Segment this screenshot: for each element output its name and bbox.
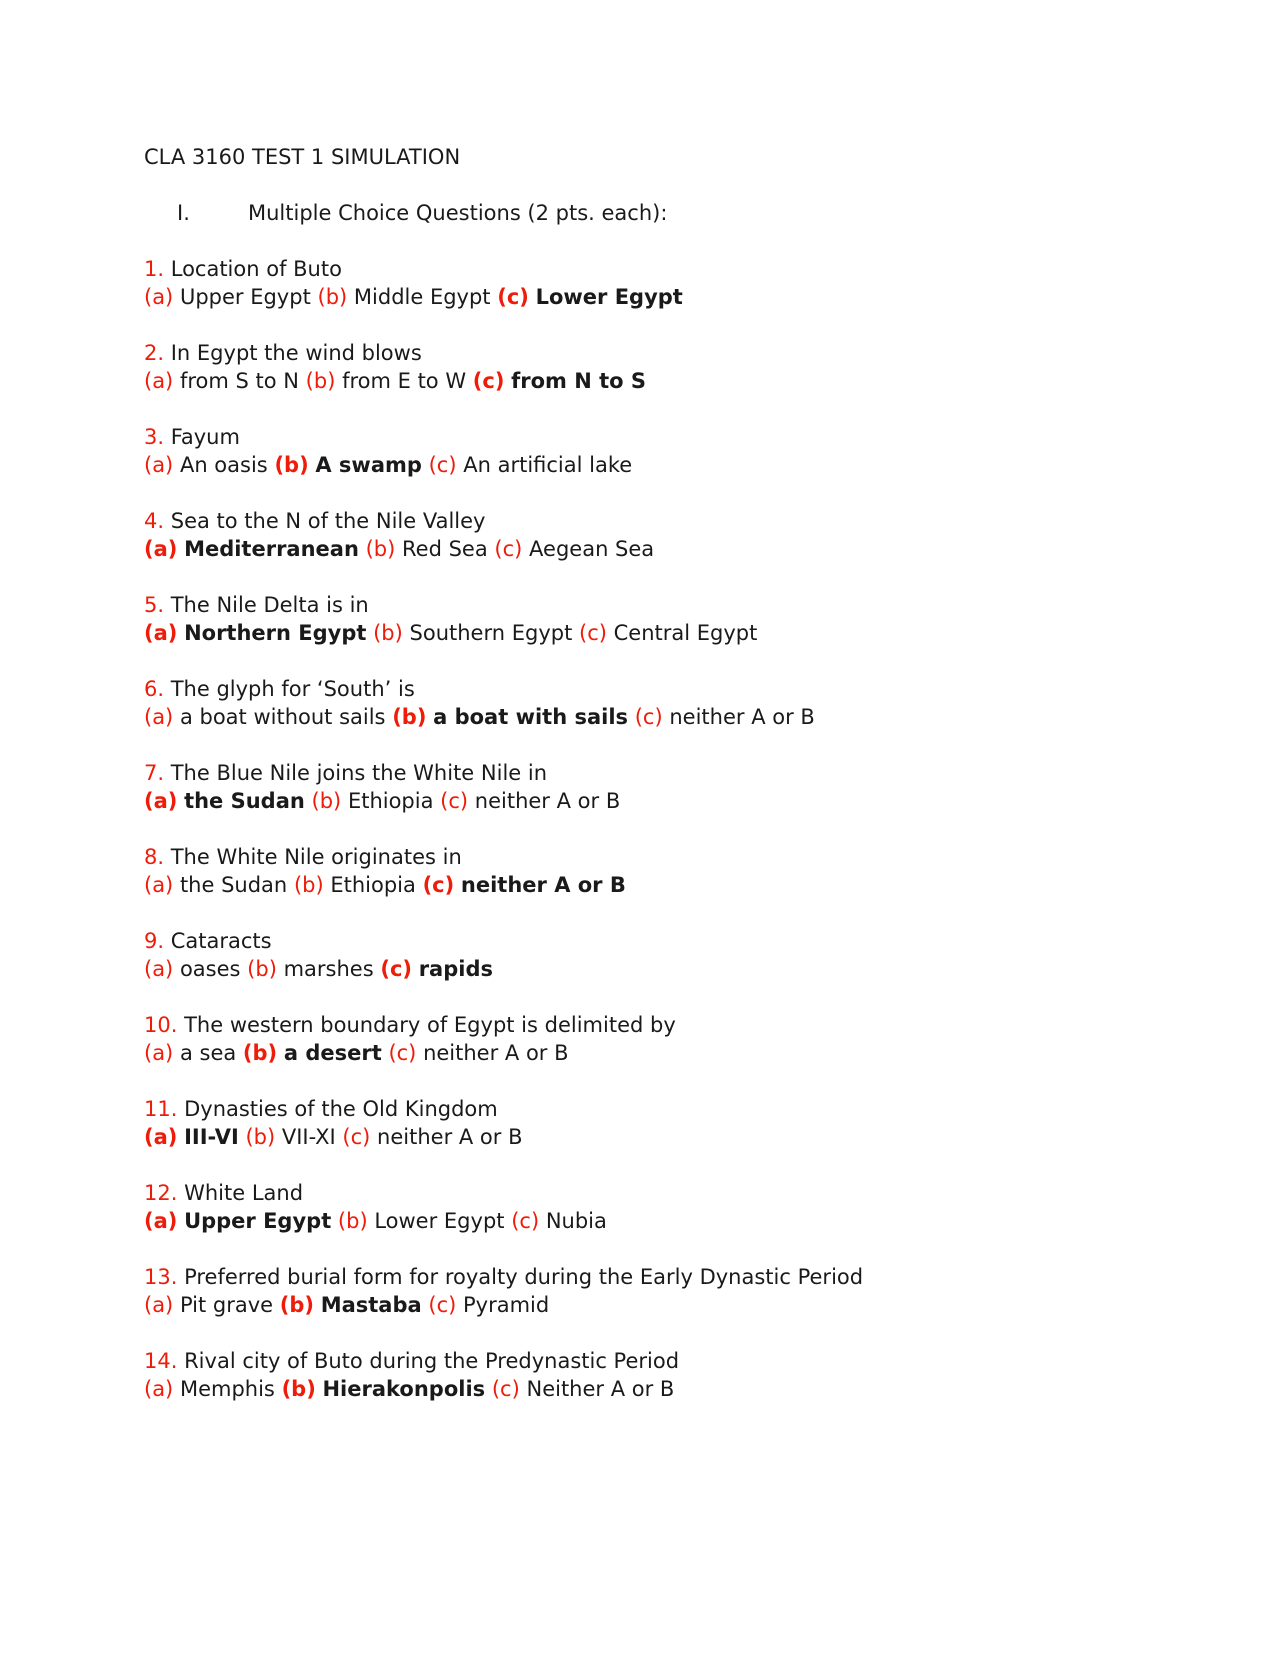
option-text: Middle Egypt [353,285,491,309]
option-text: Pyramid [463,1293,550,1317]
option-marker: (b) [392,705,427,729]
option-marker: (b) [373,621,403,645]
question-text: Rival city of Buto during the Predynastic Period [184,1349,680,1373]
question-number: 12. [144,1181,178,1205]
option-marker: (a) [144,537,178,561]
option-marker: (b) [242,1041,278,1065]
option-marker: (b) [317,285,348,309]
section-heading: Multiple Choice Questions (2 pts. each): [248,201,668,225]
question-text: Cataracts [170,929,272,953]
option-marker: (a) [144,1209,178,1233]
question-line [144,843,1160,871]
option-marker: (a) [144,873,174,897]
question-number: 5. [144,593,165,617]
option-text: III-VI [184,1125,239,1149]
option-text: Red Sea [402,537,488,561]
question-number: 1. [144,257,165,281]
option-text: Hierakonpolis [322,1377,486,1401]
question-line [144,1263,1160,1291]
question-number: 2. [144,341,165,365]
options-line [144,367,1160,395]
question-text: The Nile Delta is in [170,593,369,617]
option-marker: (b) [245,1125,276,1149]
option-text: Memphis [179,1377,275,1401]
option-marker: (c) [497,285,529,309]
option-marker: (c) [579,621,607,645]
question-text: Fayum [170,425,240,449]
question-line [144,1095,1160,1123]
question-text: Dynasties of the Old Kingdom [184,1097,498,1121]
option-marker: (b) [337,1209,368,1233]
question-block [144,759,1160,815]
option-text: Neither A or B [526,1377,675,1401]
option-text: Northern Egypt [184,621,367,645]
question-text: The White Nile originates in [170,845,462,869]
question-number: 8. [144,845,165,869]
option-text: Ethiopia [330,873,416,897]
option-text: Mediterranean [184,537,359,561]
question-text: White Land [184,1181,304,1205]
option-text: a sea [179,1041,237,1065]
option-marker: (c) [494,537,523,561]
question-block [144,591,1160,647]
question-text: Preferred burial form for royalty during the Early Dynastic Period [184,1265,864,1289]
question-line [144,591,1160,619]
option-text: from N to S [511,369,647,393]
options-line [144,1123,1160,1151]
options-line [144,619,1160,647]
question-number: 11. [144,1097,178,1121]
question-number: 4. [144,509,165,533]
option-marker: (c) [472,369,505,393]
option-text: neither A or B [460,873,626,897]
option-text: the Sudan [179,873,288,897]
question-block [144,339,1160,395]
question-number: 13. [144,1265,178,1289]
option-marker: (c) [491,1377,520,1401]
option-marker: (a) [144,1041,174,1065]
option-text: neither A or B [377,1125,523,1149]
option-marker: (c) [440,789,469,813]
question-text: Location of Buto [170,257,342,281]
options-line [144,871,1160,899]
document-title: CLA 3160 TEST 1 SIMULATION [144,145,461,169]
option-text: from E to W [342,369,467,393]
question-block [144,1095,1160,1151]
question-line [144,507,1160,535]
option-text: a desert [283,1041,382,1065]
option-text: Pit grave [179,1293,274,1317]
option-text: Lower Egypt [374,1209,505,1233]
option-marker: (b) [305,369,336,393]
option-text: rapids [418,957,493,981]
question-block [144,423,1160,479]
question-block [144,1011,1160,1067]
option-text: VII-XI [281,1125,336,1149]
options-line [144,955,1160,983]
question-block [144,843,1160,899]
question-line [144,927,1160,955]
option-marker: (b) [281,1377,316,1401]
option-marker: (a) [144,789,178,813]
question-line [144,759,1160,787]
option-text: Nubia [545,1209,607,1233]
option-marker: (c) [634,705,663,729]
options-line [144,1207,1160,1235]
option-marker: (c) [428,1293,457,1317]
option-marker: (a) [144,369,174,393]
question-line [144,1347,1160,1375]
question-line [144,1011,1160,1039]
options-line [144,1375,1160,1403]
question-list [144,255,1160,1403]
option-marker: (a) [144,453,174,477]
question-text: Sea to the N of the Nile Valley [170,509,486,533]
question-block [144,1179,1160,1235]
option-marker: (b) [365,537,396,561]
question-line [144,339,1160,367]
options-line [144,703,1160,731]
option-marker: (a) [144,285,174,309]
option-text: Central Egypt [613,621,758,645]
section-numeral: I. [177,201,190,225]
options-line [144,1039,1160,1067]
option-marker: (b) [279,1293,315,1317]
option-text: neither A or B [423,1041,569,1065]
question-block [144,1263,1160,1319]
question-number: 9. [144,929,165,953]
question-text: The glyph for ‘South’ is [170,677,415,701]
question-block [144,255,1160,311]
option-text: Lower Egypt [535,285,683,309]
option-text: Mastaba [320,1293,422,1317]
option-marker: (a) [144,705,174,729]
option-text: oases [179,957,241,981]
option-marker: (c) [428,453,457,477]
question-line [144,675,1160,703]
question-number: 10. [144,1013,178,1037]
options-line [144,535,1160,563]
section-heading-line [144,199,1160,227]
option-text: An artificial lake [463,453,633,477]
option-text: Upper Egypt [179,285,311,309]
question-text: The western boundary of Egypt is delimited by [184,1013,676,1037]
options-line [144,451,1160,479]
option-marker: (b) [247,957,277,981]
option-marker: (c) [422,873,455,897]
question-line [144,423,1160,451]
option-text: marshes [283,957,374,981]
question-line [144,1179,1160,1207]
option-text: a boat with sails [433,705,629,729]
question-block [144,507,1160,563]
option-marker: (a) [144,1293,174,1317]
option-text: a boat without sails [179,705,386,729]
option-text: the Sudan [184,789,305,813]
options-line [144,787,1160,815]
option-text: A swamp [315,453,422,477]
option-text: Ethiopia [347,789,434,813]
option-marker: (a) [144,1377,174,1401]
question-number: 6. [144,677,165,701]
question-line [144,255,1160,283]
option-marker: (c) [388,1041,417,1065]
question-number: 14. [144,1349,178,1373]
option-text: neither A or B [669,705,815,729]
option-marker: (c) [511,1209,540,1233]
option-marker: (b) [274,453,309,477]
option-text: Aegean Sea [529,537,655,561]
question-block [144,927,1160,983]
question-block [144,675,1160,731]
option-marker: (a) [144,1125,178,1149]
question-text: In Egypt the wind blows [170,341,422,365]
option-marker: (c) [342,1125,371,1149]
option-text: An oasis [179,453,268,477]
question-number: 7. [144,761,165,785]
option-marker: (a) [144,957,174,981]
option-text: Southern Egypt [409,621,573,645]
question-number: 3. [144,425,165,449]
option-text: neither A or B [474,789,621,813]
options-line [144,283,1160,311]
question-text: The Blue Nile joins the White Nile in [170,761,548,785]
option-marker: (a) [144,621,178,645]
question-block [144,1347,1160,1403]
option-marker: (b) [311,789,342,813]
option-marker: (b) [293,873,324,897]
option-text: Upper Egypt [184,1209,332,1233]
option-marker: (c) [380,957,412,981]
options-line [144,1291,1160,1319]
option-text: from S to N [179,369,299,393]
